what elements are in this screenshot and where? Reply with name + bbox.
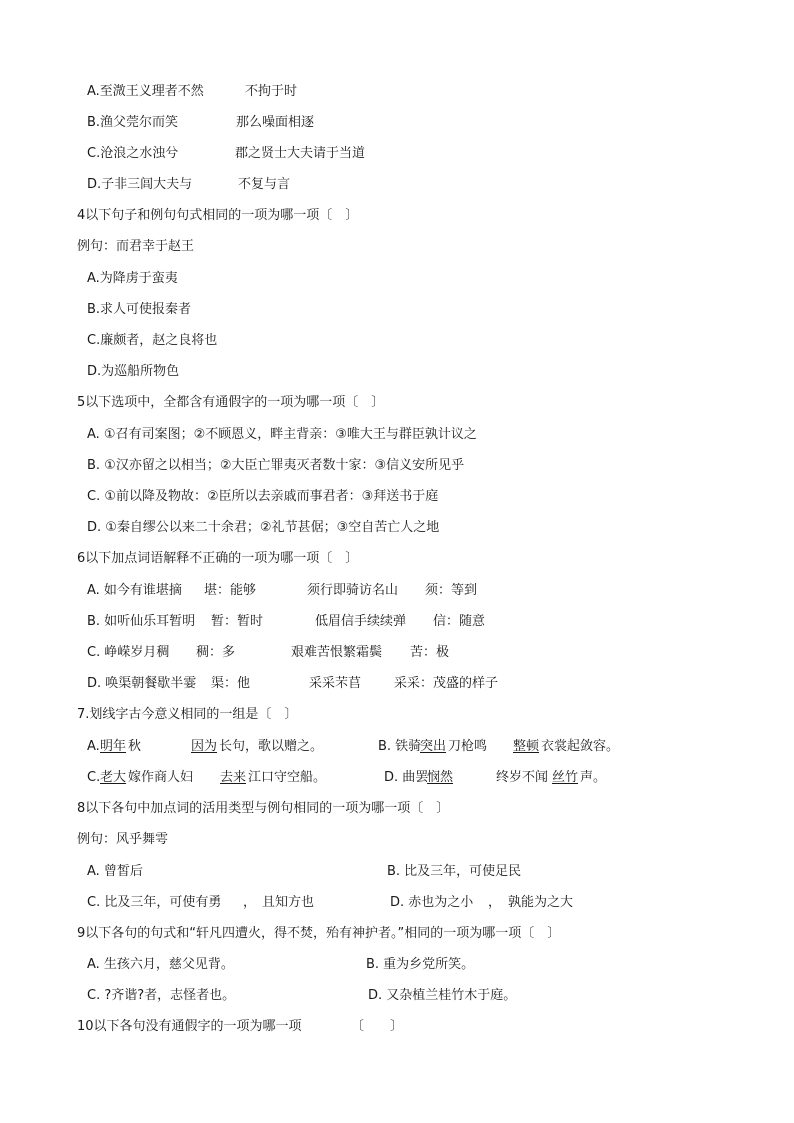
q6-stem-text: 6以下加点词语解释不正确的一项为哪一项〔 〕 [77, 551, 359, 566]
q5-option-c-text: C. ①前以降及物故：②臣所以去亲戚而事君者：③拜送书于庭 [87, 489, 439, 504]
q7-option-d-underlined1: 悯然 [427, 770, 454, 785]
q8-option-c-part2: 且知方也 [262, 895, 315, 910]
q10-stem-text: 10以下各句没有通假字的一项为哪一项 [77, 1019, 302, 1034]
q7-option-a-text2: 长句，歌以赠之。 [219, 739, 324, 754]
q9-stem-text: 9以下各句的句式和“轩凡四遭火，得不焚，殆有神护者。”相同的一项为哪一项〔 〕 [77, 926, 561, 941]
q8-example-text: 例句：风乎舞雩 [77, 832, 169, 847]
q7-option-c-text2: 江口守空船。 [248, 770, 327, 785]
q7-option-b-text1: 刀枪鸣 [448, 739, 488, 754]
q6-option-d-sentence1: D. 唤渠朝餐歇半霎 [87, 676, 197, 691]
q4-option-c-text: C.廉颇者，赵之良将也 [87, 333, 218, 348]
q3-option-a-sentence2: 不拘于时 [245, 84, 298, 99]
q8-option-b-text: B. 比及三年，可使足民 [387, 864, 522, 879]
q6-option-b-gloss2: 信：随意 [433, 614, 486, 629]
q6-option-b-sentence1: B. 如听仙乐耳暂明 [87, 614, 196, 629]
q8-option-c-comma: ， [243, 895, 257, 910]
q3-option-a-sentence1: A.至溦王义理者不然 [87, 84, 204, 99]
q8-option-a-text: A. 曾皙后 [87, 864, 143, 879]
q3-option-b-sentence2: 那么噪面相逐 [236, 115, 315, 130]
q3-option-b-sentence1: B.渔父莞尔而笑 [87, 115, 179, 130]
q7-option-b-text0: B. 铁骑 [378, 739, 422, 754]
q7-option-a-text1: 秋 [128, 739, 142, 754]
q7-option-c-label: C. [87, 770, 101, 785]
q5-option-d-text: D. ①秦自缪公以来二十余君；②礼节甚倨；③空自苦亡人之地 [87, 520, 440, 535]
q3-option-c-sentence1: C.沧浪之水浊兮 [87, 146, 179, 161]
q8-option-d-part1: D. 赤也为之小 [390, 895, 474, 910]
q7-option-d-text2: 声。 [580, 770, 607, 785]
q7-option-b-underlined2: 整顿 [513, 739, 540, 754]
q4-option-b-text: B.求人可使报秦者 [87, 302, 192, 317]
q7-option-d-text0: D. 曲罢 [384, 770, 429, 785]
q8-option-c-part1: C. 比及三年，可使有勇 [87, 895, 222, 910]
q9-option-b-text: B. 重为乡党所笑。 [366, 957, 475, 972]
q8-option-d-comma: ， [488, 895, 502, 910]
q5-option-b-text: B. ①汉亦留之以相当；②大臣亡罪夷灭者数十家：③信义安所见乎 [87, 458, 465, 473]
q6-option-d-sentence2: 采采芣苢 [309, 676, 362, 691]
q8-option-d-part2: 孰能为之大 [508, 895, 574, 910]
q4-option-a-text: A.为降虏于蛮夷 [87, 271, 178, 286]
q7-option-a-underlined2: 因为 [191, 739, 218, 754]
q10-answer-paren: 〔 〕 [351, 1019, 404, 1034]
q5-option-a-text: A. ①召有司案图；②不顾恩义，畔主背亲：③唯大王与群臣孰计议之 [87, 427, 477, 442]
q8-stem-text: 8以下各句中加点词的活用类型与例句相同的一项为哪一项〔 〕 [77, 801, 450, 816]
q6-option-b-sentence2: 低眉信手续续弹 [315, 614, 407, 629]
q3-option-d-sentence2: 不复与言 [238, 177, 291, 192]
q6-option-a-sentence1: A. 如今有谁堪摘 [87, 583, 182, 598]
q4-option-d-text: D.为巡船所物色 [87, 364, 180, 379]
q6-option-a-gloss1: 堪：能够 [204, 583, 257, 598]
q4-example-text: 例句：而君幸于赵王 [77, 239, 195, 254]
q6-option-d-gloss2: 采采：茂盛的样子 [394, 676, 499, 691]
q6-option-c-gloss2: 苦：极 [410, 645, 450, 660]
q6-option-a-gloss2: 须：等到 [425, 583, 478, 598]
q7-option-c-text1: 嫁作商人妇 [128, 770, 194, 785]
q7-option-b-text2: 衣裳起敛容。 [541, 739, 620, 754]
q6-option-c-gloss1: 稠：多 [196, 645, 236, 660]
q7-stem-text: 7.划线字古今意义相同的一组是〔 〕 [77, 707, 298, 722]
q6-option-b-gloss1: 暂：暂时 [211, 614, 264, 629]
q7-option-d-text1: 终岁不闻 [496, 770, 549, 785]
q3-option-c-sentence2: 郡之贤士大夫请于当道 [235, 146, 366, 161]
q6-option-d-gloss1: 渠：他 [211, 676, 251, 691]
q7-option-a-underlined1: 明年 [100, 739, 127, 754]
q4-stem-text: 4以下句子和例句句式相同的一项为哪一项〔 〕 [77, 208, 359, 223]
q5-stem-text: 5以下选项中，全都含有通假字的一项为哪一项〔 〕 [77, 395, 385, 410]
q7-option-a-label: A. [87, 739, 100, 754]
q6-option-c-sentence1: C. 峥嵘岁月稠 [87, 645, 170, 660]
q9-option-a-text: A. 生孩六月，慈父见背。 [87, 957, 234, 972]
q7-option-b-underlined1: 突出 [420, 739, 447, 754]
q6-option-a-sentence2: 须行即骑访名山 [307, 583, 399, 598]
q7-option-c-underlined2: 去来 [220, 770, 247, 785]
q7-option-d-underlined2: 丝竹 [552, 770, 579, 785]
q6-option-c-sentence2: 艰难苦恨繁霜鬓 [291, 645, 383, 660]
q9-option-c-text: C. ?齐谐?者，志怪者也。 [87, 988, 236, 1003]
q9-option-d-text: D. 又杂植兰桂竹木于庭。 [368, 988, 517, 1003]
q3-option-d-sentence1: D.子非三闾大夫与 [87, 177, 193, 192]
q7-option-c-underlined1: 老大 [100, 770, 127, 785]
